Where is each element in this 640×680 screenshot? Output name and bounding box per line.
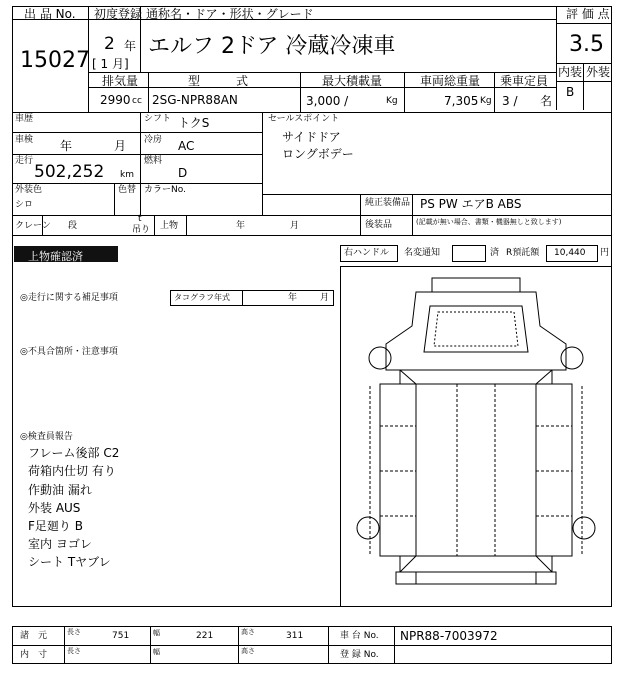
width-label-inner: 幅 — [153, 648, 160, 656]
cargo-label: 上物 — [160, 221, 179, 231]
mileage-label: 走行 — [15, 156, 34, 166]
mileage-value: 502,252 — [34, 162, 105, 182]
crane-stage: 段 — [68, 221, 78, 231]
first-reg-month: [ 1 月] — [92, 57, 129, 71]
height-label: 高さ — [241, 628, 255, 636]
equipment-label: 純正装備品 — [365, 198, 411, 208]
lot-number: 15027 — [20, 48, 90, 73]
cargo-month: 月 — [290, 221, 300, 231]
name-change-label: 名変通知 — [404, 248, 441, 258]
length-value: 751 — [112, 631, 130, 641]
gross-weight-value: 7,305 — [444, 94, 479, 108]
inspector-item: 作動油 漏れ — [28, 483, 92, 497]
height-label-inner: 高さ — [241, 647, 255, 655]
inspector-item: シート Tヤブレ — [28, 555, 111, 569]
tachograph-year: 年 — [288, 293, 298, 303]
length-label: 長さ — [67, 628, 81, 636]
lot-label: 出 品 No. — [24, 7, 76, 21]
cargo-year: 年 — [236, 221, 246, 231]
recycle-label: R預託額 — [506, 248, 540, 258]
wheel-front-right — [561, 347, 583, 369]
model-label: 型 式 — [188, 74, 249, 88]
crane-lift: 吊り — [132, 225, 151, 235]
shift-value: トクS — [178, 116, 210, 130]
wheel-rear-right — [573, 517, 595, 539]
driving-notes-label: ◎走行に関する補足事項 — [20, 293, 118, 303]
capacity-label: 乗車定員 — [500, 74, 549, 88]
gross-weight-label: 車両総重量 — [420, 74, 481, 88]
max-load-label: 最大積載量 — [322, 74, 383, 88]
max-load-value: 3,000 / — [306, 94, 349, 108]
interior-grade: B — [566, 85, 575, 99]
sales-point-2: ロングボデー — [282, 147, 354, 161]
width-value: 221 — [196, 631, 214, 641]
inspector-item: フレーム後部 C2 — [28, 446, 120, 460]
truck-diagram — [340, 266, 612, 607]
length-label-inner: 長さ — [67, 647, 81, 655]
tax-label: 済 — [490, 248, 500, 258]
crane-tons: t — [138, 214, 142, 224]
defects-label: ◎不具合箇所・注意事項 — [20, 347, 118, 357]
vehicle-name: エルフ 2ドア 冷蔵冷凍車 — [148, 34, 396, 59]
sales-point-1: サイドドア — [282, 130, 341, 144]
first-reg-year-unit: 年 — [124, 39, 137, 53]
inspection-month: 月 — [114, 139, 127, 153]
equipment-value: PS PW エアB ABS — [420, 197, 522, 211]
color-code-label: カラーNo. — [144, 185, 186, 195]
fuel-label: 燃料 — [144, 156, 163, 166]
sales-point-label: セールスポイント — [268, 114, 340, 124]
chassis-label: 車 台 No. — [340, 631, 379, 641]
right-handle-label: 右ハンドル — [344, 248, 390, 258]
displacement-value: 2990 — [100, 93, 131, 107]
aftermarket-note: (記載が無い場合、書類・機器無しと致します) — [416, 218, 562, 226]
ac-value: AC — [178, 139, 195, 153]
tachograph-label: タコグラフ年式 — [174, 293, 230, 302]
ext-color-label: 外装色 — [15, 185, 43, 195]
inspector-item: 外装 AUS — [28, 501, 81, 515]
cab-outline — [386, 292, 566, 370]
wheel-front-left — [369, 347, 391, 369]
shift-label: シフト — [144, 114, 172, 124]
model-value: 2SG-NPR88AN — [152, 93, 238, 107]
fuel-value: D — [178, 166, 188, 180]
cargo-confirmed-badge: 上物確認済 — [14, 246, 118, 262]
inspector-item: 室内 ヨゴレ — [28, 537, 92, 551]
capacity-unit: 名 — [540, 94, 553, 108]
inspector-report-label: ◎検査員報告 — [20, 432, 73, 442]
score-label: 評 価 点 — [566, 7, 610, 21]
inspector-item: F足廻り B — [28, 519, 83, 533]
chassis-number: NPR88-7003972 — [400, 629, 498, 643]
height-value: 311 — [286, 631, 304, 641]
color-change-label: 色替 — [118, 185, 137, 195]
first-reg-year: 2 — [104, 34, 115, 54]
recycle-amount: 10,440 — [554, 248, 586, 258]
ac-label: 冷房 — [144, 135, 163, 145]
aftermarket-label: 後装品 — [365, 220, 393, 230]
interior-grade-label: 内装 — [558, 65, 583, 79]
recycle-unit: 円 — [600, 248, 610, 258]
dimensions-label: 諸 元 — [20, 631, 48, 641]
tachograph-month: 月 — [320, 293, 330, 303]
windshield — [424, 306, 528, 352]
score-value: 3.5 — [569, 32, 604, 57]
displacement-unit: cc — [132, 96, 142, 106]
gross-weight-unit: Kg — [480, 96, 492, 106]
mirror-left — [432, 278, 520, 292]
mileage-unit: km — [120, 170, 134, 180]
inner-dims-label: 内 寸 — [20, 650, 48, 660]
displacement-label: 排気量 — [102, 74, 139, 88]
name-change-box — [452, 245, 486, 262]
wheel-rear-left — [357, 517, 379, 539]
inspection-year: 年 — [60, 139, 73, 153]
registration-label: 登 録 No. — [340, 650, 379, 660]
ext-color-value: シロ — [15, 200, 34, 210]
crane-label: クレーン — [15, 221, 51, 231]
vehicle-name-label: 通称名・ドア・形状・グレード — [146, 7, 314, 21]
width-label: 幅 — [153, 629, 160, 637]
history-label: 車歴 — [15, 114, 34, 124]
first-reg-label: 初度登録 — [94, 7, 143, 21]
exterior-grade-label: 外装 — [586, 65, 611, 79]
rear-bumper — [396, 572, 556, 584]
inspection-label: 車検 — [15, 135, 34, 145]
inspector-item: 荷箱内仕切 有り — [28, 464, 116, 478]
max-load-unit: Kg — [386, 96, 398, 106]
capacity-value: 3 / — [502, 94, 518, 108]
